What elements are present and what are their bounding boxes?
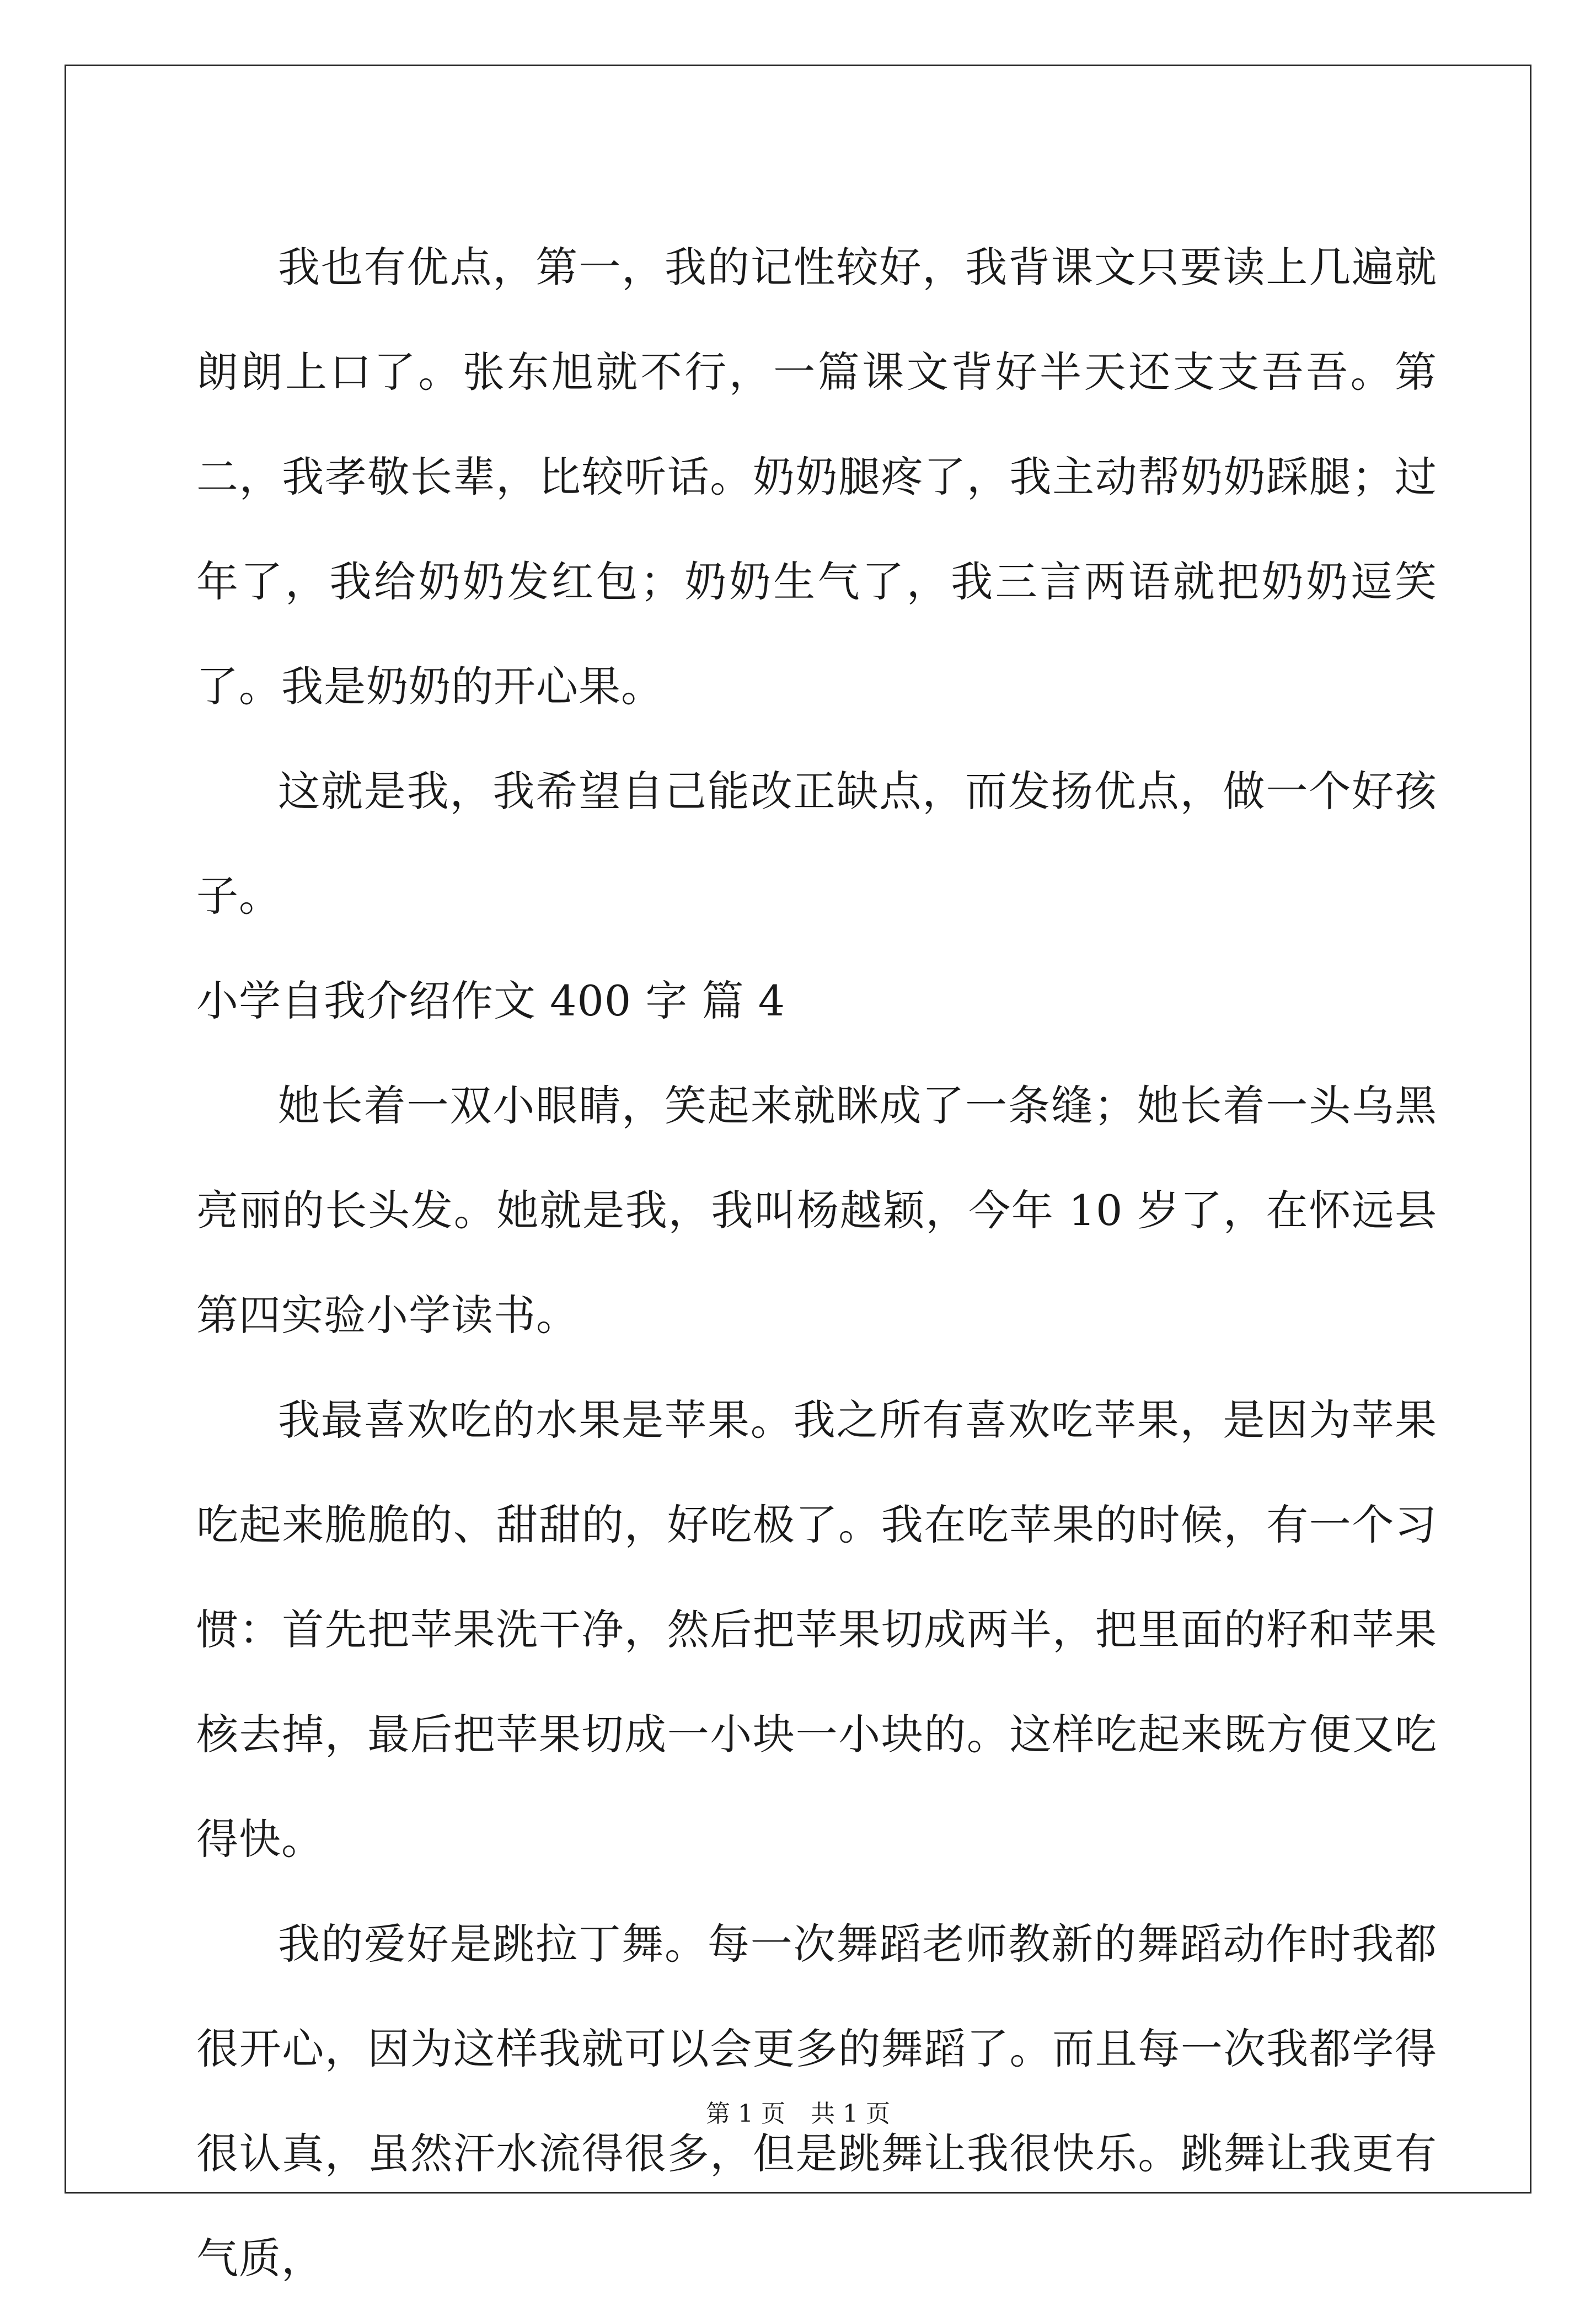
paragraph: 我也有优点，第一，我的记性较好，我背课文只要读上几遍就朗朗上口了。张东旭就不行，一篇课文背好半天还支支吾吾。第二，我孝敬长辈，比较听话。奶奶腿疼了，我主动帮奶奶踩腿；过年了，我给奶奶发红包；奶奶生气了，我三言两语就把奶奶逗笑了。我是奶奶的开心果。 xyxy=(196,243,1437,711)
page-footer xyxy=(0,2098,1596,2131)
paragraph: 我的爱好是跳拉丁舞。每一次舞蹈老师教新的舞蹈动作时我都很开心，因为这样我就可以会更多的舞蹈了。而且每一次我都学得很认真，虽然汗水流得很多，但是跳舞让我很快乐。跳舞让我更有气质， xyxy=(196,1919,1437,2283)
paragraph: 这就是我，我希望自己能改正缺点，而发扬优点，做一个好孩子。 xyxy=(196,767,1437,921)
paragraph: 我最喜欢吃的水果是苹果。我之所有喜欢吃苹果，是因为苹果吃起来脆脆的、甜甜的，好吃极了。我在吃苹果的时候，有一个习惯：首先把苹果洗干净，然后把苹果切成两半，把里面的籽和苹果核去掉，最后把苹果切成一小块一小块的。这样吃起来既方便又吃得快。 xyxy=(196,1395,1437,1864)
page-total: 共 1 页 xyxy=(811,2100,890,2128)
document-body xyxy=(196,215,1437,2311)
page-number: 第 1 页 xyxy=(706,2100,785,2128)
section-heading: 小学自我介绍作文 400 字 篇 4 xyxy=(196,976,786,1025)
paragraph: 她长着一双小眼睛，笑起来就眯成了一条缝；她长着一头乌黑亮丽的长头发。她就是我，我叫杨越颖，今年 10 岁了，在怀远县第四实验小学读书。 xyxy=(196,1081,1437,1340)
